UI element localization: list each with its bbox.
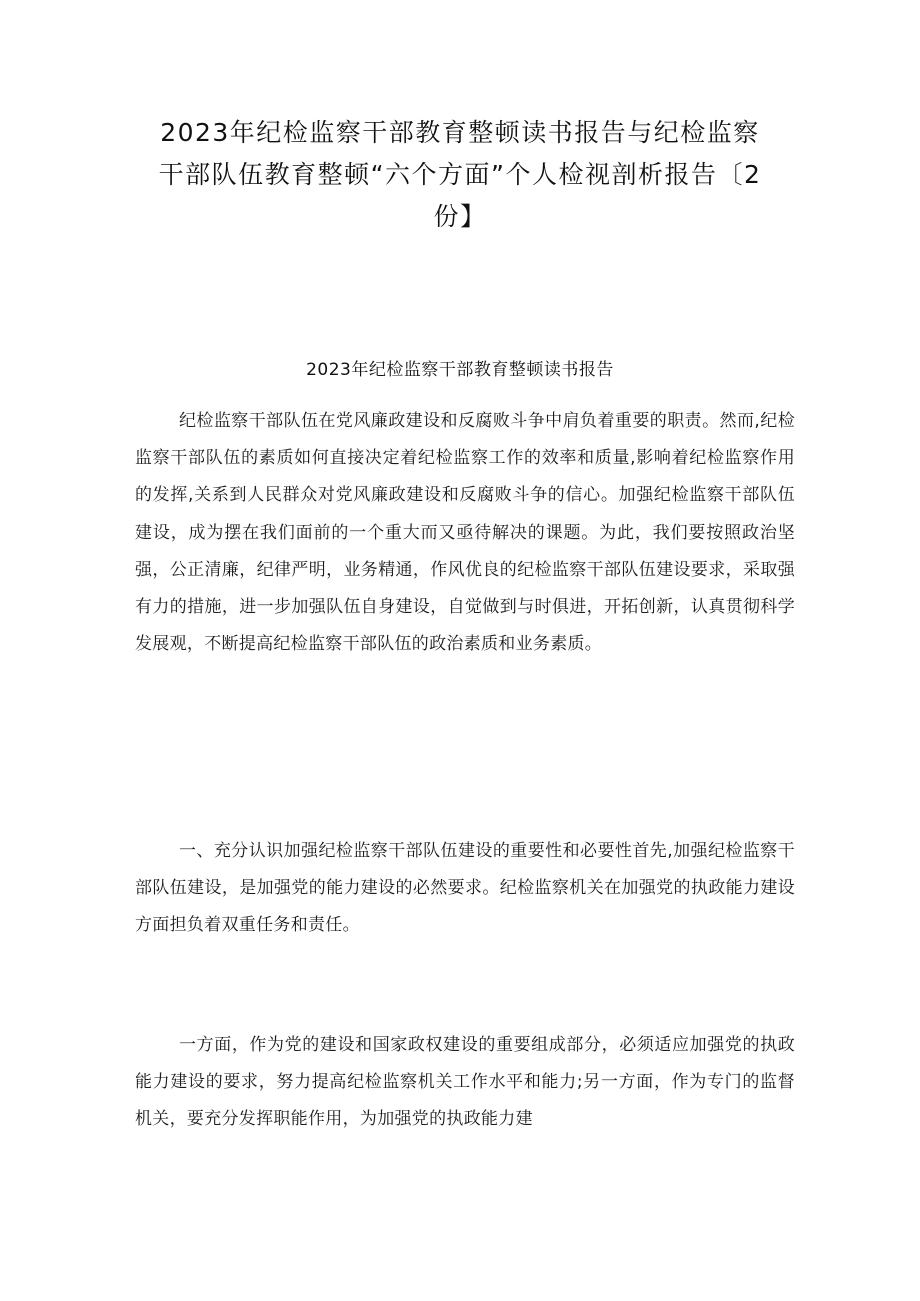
document-title [120,112,800,238]
title-line-1: 2023年纪检监察干部教育整顿读书报告与纪检监察 [160,118,760,147]
title-line-2: 干部队伍教育整顿“六个方面”个人检视剖析报告〔2 [158,160,762,189]
title-line-3: 份】 [433,202,487,231]
paragraph-intro: 纪检监察干部队伍在党风廉政建设和反腐败斗争中肩负着重要的职责。然而,纪检监察干部队伍的素质如何直接决定着纪检监察工作的效率和质量,影响着纪检监察作用的发挥,关系到人民群众对党风廉政建设和反腐败斗争的信心。加强纪检监察干部队伍建设，成为摆在我们面前的一个重大而又亟待解决的课题。为此，我们要按照政治坚强，公正清廉，纪律严明，业务精通，作风优良的纪检监察干部队伍建设要求，采取强有力的措施，进一步加强队伍自身建设，自觉做到与时俱进，开拓创新，认真贯彻科学发展观，不断提高纪检监察干部队伍的政治素质和业务素质。 [135,411,795,655]
paragraph-one-aspect: 一方面，作为党的建设和国家政权建设的重要组成部分，必须适应加强党的执政能力建设的要求，努力提高纪检监察机关工作水平和能力;另一方面，作为专门的监督机关，要充分发挥职能作用，为加强党的执政能力建 [135,1035,795,1130]
section-heading: 2023年纪检监察干部教育整顿读书报告 [306,360,614,380]
paragraph-importance: 一、充分认识加强纪检监察干部队伍建设的重要性和必要性首先,加强纪检监察干部队伍建设，是加强党的能力建设的必然要求。纪检监察机关在加强党的执政能力建设方面担负着双重任务和责任。 [135,841,795,936]
